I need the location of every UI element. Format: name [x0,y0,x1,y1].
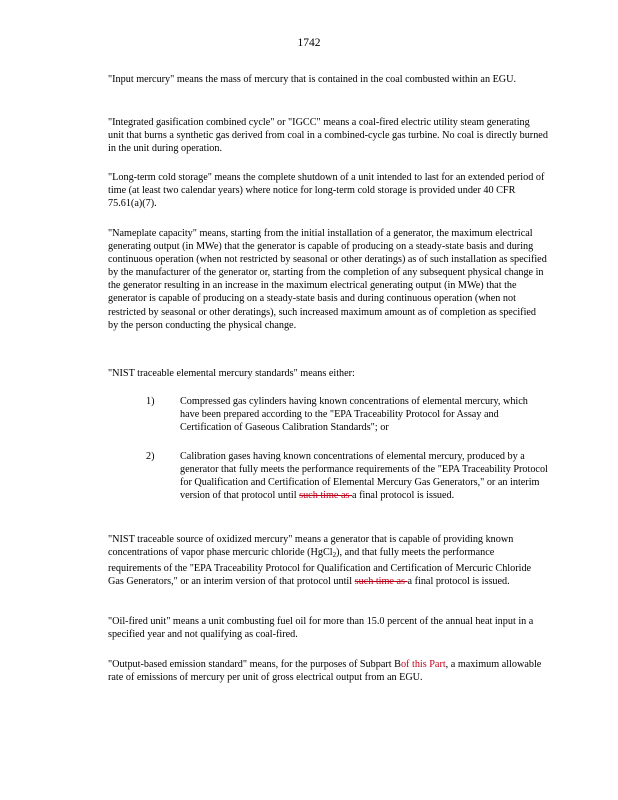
definition-oxidized-mercury [108,533,548,588]
output-tail: , a maximum allowable rate of emissions of mercury per unit of gross electrical output from an EGU. [108,659,542,684]
definition-input-mercury: "Input mercury" means the mass of mercury that is contained in the coal combusted within an EGU. [108,74,517,85]
inserted-text: of this Part [400,659,446,670]
definition-oil-fired-unit: "Oil-fired unit" means a unit combusting fuel oil for more than 15.0 percent of the annual heat input in a specified year and not qualifying as coal-fired. [108,616,534,641]
page-number: 1742 [297,37,321,49]
list-item-compressed-gas: Compressed gas cylinders having known concentrations of elemental mercury, which have been prepared according to the "EPA Traceability Protocol for Assay and Certification of Gaseous Calibration Standards"; or [180,396,528,434]
definition-long-term-cold-storage: "Long-term cold storage" means the complete shutdown of a unit intended to last for an extended period of time (at least two calendar years) where notice for long-term cold storage is provided under 40 CFR 75.61(a)(7). [108,172,545,210]
list-item-calibration-gases [180,450,548,502]
definition-nist-standards: "NIST traceable elemental mercury standards" means either: [108,368,355,379]
definition-output-based-standard [108,658,548,684]
deleted-text: such time as [299,490,353,502]
list-item-number: 2) [146,451,155,462]
subscript: 2 [332,551,337,560]
item2-text: Calibration gases having known concentrations of elemental mercury, produced by a generator that fully meets the performance requirements of the "EPA Traceability Protocol for Qualification and Certification of Elemental Mercury Gas Generators," or an interim version of that protocol until [180,451,548,502]
output-text: "Output-based emission standard" means, for the purposes of Subpart B [108,659,401,670]
definition-nameplate-capacity: "Nameplate capacity" means, starting from the initial installation of a generator, the maximum electrical generating output (in MWe) that the generator is capable of producing on a steady-state basis and during continuous operation (when not restricted by seasonal or other deratings) as of such installation as specified by the manufacturer of the generator or, starting from the completion of any subsequent physical change in the generator resulting in an increase in the maximum electrical generating output (in MWe) that the generator is capable of producing on a steady-state basis and during continuous operation (when not restricted by seasonal or other deratings), such increased maximum amount as of completion as specified by the person conducting the physical change. [108,228,547,331]
oxidized-text-mid: ), and that fully meets the performance requirements of the "EPA Traceability Protocol for Qualification and Certification of Mercuric Chloride Gas Generators," or an interim version of that protocol until [108,547,532,588]
deleted-text: such time as [354,576,408,588]
definition-igcc: "Integrated gasification combined cycle" or "IGCC" means a coal-fired electric utility steam generating unit that burns a synthetic gas derived from coal in a combined-cycle gas turbine. No coal is directly burned in the unit during operation. [108,117,548,155]
oxidized-text: "NIST traceable source of oxidized mercury" means a generator that is capable of providing known concentrations of vapor phase mercuric chloride (HgCl [108,534,514,559]
item2-tail: a final protocol is issued. [352,490,455,502]
oxidized-tail: a final protocol is issued. [407,576,510,588]
list-item-number: 1) [146,396,155,407]
